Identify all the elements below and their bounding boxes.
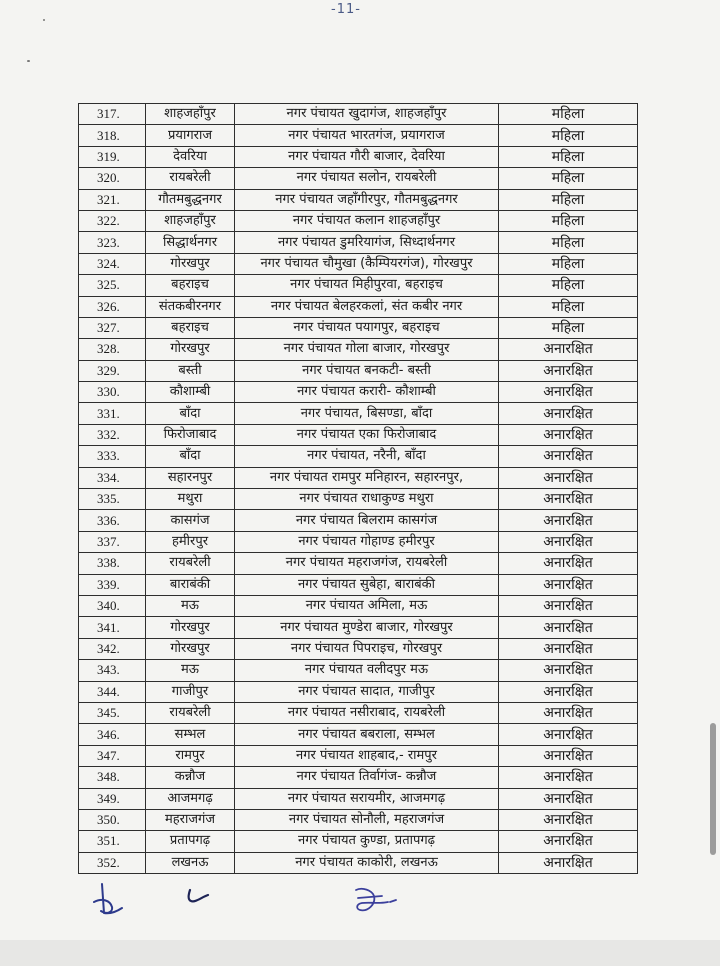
table-row [79, 531, 638, 552]
nagar-panchayat-cell: नगर पंचायत अमिला, मऊ [235, 595, 499, 616]
category-cell: अनारक्षित [499, 702, 638, 723]
table-row [79, 702, 638, 723]
serial-number-cell: 340. [79, 595, 146, 616]
table-row [79, 317, 638, 338]
category-cell: अनारक्षित [499, 852, 638, 873]
table-row [79, 595, 638, 616]
district-cell: शाहजहाँपुर [146, 210, 235, 231]
district-cell: गोरखपुर [146, 253, 235, 274]
nagar-panchayat-cell: नगर पंचायत बनकटी- बस्ती [235, 360, 499, 381]
category-cell: अनारक्षित [499, 339, 638, 360]
serial-number-cell: 333. [79, 446, 146, 467]
table-row [79, 638, 638, 659]
district-cell: लखनऊ [146, 852, 235, 873]
table-row [79, 210, 638, 231]
district-cell: मथुरा [146, 489, 235, 510]
table-row [79, 296, 638, 317]
district-cell: बहराइच [146, 317, 235, 338]
table-row [79, 724, 638, 745]
nagar-panchayat-cell: नगर पंचायत पयागपुर, बहराइच [235, 317, 499, 338]
district-cell: फिरोजाबाद [146, 424, 235, 445]
nagar-panchayat-cell: नगर पंचायत मुण्डेरा बाजार, गोरखपुर [235, 617, 499, 638]
serial-number-cell: 337. [79, 531, 146, 552]
category-cell: अनारक्षित [499, 446, 638, 467]
table-row [79, 189, 638, 210]
table-row [79, 510, 638, 531]
table-row [79, 168, 638, 189]
nagar-panchayat-cell: नगर पंचायत शाहबाद,- रामपुर [235, 745, 499, 766]
district-cell: महराजगंज [146, 809, 235, 830]
table-row [79, 574, 638, 595]
table-row [79, 146, 638, 167]
category-cell: अनारक्षित [499, 510, 638, 531]
signature-left [88, 880, 128, 920]
category-cell: अनारक्षित [499, 745, 638, 766]
category-cell: अनारक्षित [499, 660, 638, 681]
serial-number-cell: 334. [79, 467, 146, 488]
scan-speck [43, 19, 45, 21]
category-cell: अनारक्षित [499, 638, 638, 659]
serial-number-cell: 346. [79, 724, 146, 745]
nagar-panchayat-cell: नगर पंचायत मिहीपुरवा, बहराइच [235, 275, 499, 296]
scrollbar-thumb[interactable] [710, 723, 716, 855]
serial-number-cell: 330. [79, 382, 146, 403]
table-row [79, 104, 638, 125]
table-row [79, 424, 638, 445]
district-cell: बाँदा [146, 446, 235, 467]
category-cell: अनारक्षित [499, 531, 638, 552]
serial-number-cell: 343. [79, 660, 146, 681]
category-cell: महिला [499, 296, 638, 317]
nagar-panchayat-cell: नगर पंचायत बिलराम कासगंज [235, 510, 499, 531]
category-cell: अनारक्षित [499, 831, 638, 852]
district-cell: रामपुर [146, 745, 235, 766]
signature-right [350, 884, 410, 918]
district-cell: शाहजहाँपुर [146, 104, 235, 125]
serial-number-cell: 328. [79, 339, 146, 360]
district-cell: सम्भल [146, 724, 235, 745]
table-row [79, 360, 638, 381]
district-cell: सिद्धार्थनगर [146, 232, 235, 253]
category-cell: अनारक्षित [499, 489, 638, 510]
table-row [79, 553, 638, 574]
table-row [79, 788, 638, 809]
nagar-panchayat-cell: नगर पंचायत राधाकुण्ड मथुरा [235, 489, 499, 510]
nagar-panchayat-cell: नगर पंचायत जहाँगीरपुर, गौतमबुद्धनगर [235, 189, 499, 210]
district-cell: हमीरपुर [146, 531, 235, 552]
category-cell: महिला [499, 168, 638, 189]
table-row [79, 489, 638, 510]
category-cell: अनारक्षित [499, 553, 638, 574]
table-row [79, 745, 638, 766]
table-row [79, 403, 638, 424]
nagar-panchayat-cell: नगर पंचायत भारतगंज, प्रयागराज [235, 125, 499, 146]
table-row [79, 617, 638, 638]
category-cell: अनारक्षित [499, 403, 638, 424]
nagar-panchayat-cell: नगर पंचायत सुबेहा, बाराबंकी [235, 574, 499, 595]
district-cell: गोरखपुर [146, 617, 235, 638]
reservation-table-body [79, 104, 638, 874]
table-row [79, 253, 638, 274]
nagar-panchayat-cell: नगर पंचायत महराजगंज, रायबरेली [235, 553, 499, 574]
serial-number-cell: 341. [79, 617, 146, 638]
category-cell: महिला [499, 210, 638, 231]
district-cell: मऊ [146, 595, 235, 616]
category-cell: महिला [499, 275, 638, 296]
district-cell: कासगंज [146, 510, 235, 531]
nagar-panchayat-cell: नगर पंचायत गोला बाजार, गोरखपुर [235, 339, 499, 360]
district-cell: गौतमबुद्धनगर [146, 189, 235, 210]
category-cell: महिला [499, 317, 638, 338]
serial-number-cell: 317. [79, 104, 146, 125]
district-cell: बस्ती [146, 360, 235, 381]
category-cell: अनारक्षित [499, 382, 638, 403]
table-row [79, 339, 638, 360]
serial-number-cell: 332. [79, 424, 146, 445]
nagar-panchayat-cell: नगर पंचायत रामपुर मनिहारन, सहारनपुर, [235, 467, 499, 488]
serial-number-cell: 322. [79, 210, 146, 231]
serial-number-cell: 327. [79, 317, 146, 338]
district-cell: बहराइच [146, 275, 235, 296]
nagar-panchayat-cell: नगर पंचायत, बिसण्डा, बाँदा [235, 403, 499, 424]
nagar-panchayat-cell: नगर पंचायत खुदागंज, शाहजहाँपुर [235, 104, 499, 125]
category-cell: अनारक्षित [499, 809, 638, 830]
serial-number-cell: 339. [79, 574, 146, 595]
scan-speck [27, 60, 30, 62]
category-cell: अनारक्षित [499, 424, 638, 445]
nagar-panchayat-cell: नगर पंचायत नसीराबाद, रायबरेली [235, 702, 499, 723]
serial-number-cell: 351. [79, 831, 146, 852]
district-cell: गाजीपुर [146, 681, 235, 702]
category-cell: महिला [499, 125, 638, 146]
category-cell: महिला [499, 253, 638, 274]
category-cell: अनारक्षित [499, 467, 638, 488]
nagar-panchayat-cell: नगर पंचायत गौरी बाजार, देवरिया [235, 146, 499, 167]
district-cell: गोरखपुर [146, 339, 235, 360]
district-cell: बाराबंकी [146, 574, 235, 595]
district-cell: कन्नौज [146, 767, 235, 788]
serial-number-cell: 338. [79, 553, 146, 574]
serial-number-cell: 323. [79, 232, 146, 253]
serial-number-cell: 350. [79, 809, 146, 830]
category-cell: अनारक्षित [499, 617, 638, 638]
category-cell: अनारक्षित [499, 574, 638, 595]
serial-number-cell: 336. [79, 510, 146, 531]
serial-number-cell: 352. [79, 852, 146, 873]
serial-number-cell: 342. [79, 638, 146, 659]
table-row [79, 446, 638, 467]
serial-number-cell: 318. [79, 125, 146, 146]
category-cell: अनारक्षित [499, 788, 638, 809]
serial-number-cell: 320. [79, 168, 146, 189]
nagar-panchayat-cell: नगर पंचायत सरायमीर, आजमगढ़ [235, 788, 499, 809]
nagar-panchayat-cell: नगर पंचायत बबराला, सम्भल [235, 724, 499, 745]
category-cell: महिला [499, 104, 638, 125]
reservation-table [78, 103, 638, 874]
table-row [79, 232, 638, 253]
category-cell: अनारक्षित [499, 724, 638, 745]
serial-number-cell: 348. [79, 767, 146, 788]
district-cell: रायबरेली [146, 168, 235, 189]
serial-number-cell: 325. [79, 275, 146, 296]
category-cell: महिला [499, 189, 638, 210]
district-cell: आजमगढ़ [146, 788, 235, 809]
nagar-panchayat-cell: नगर पंचायत कुण्डा, प्रतापगढ़ [235, 831, 499, 852]
serial-number-cell: 344. [79, 681, 146, 702]
nagar-panchayat-cell: नगर पंचायत वलीदपुर मऊ [235, 660, 499, 681]
serial-number-cell: 324. [79, 253, 146, 274]
table-row [79, 831, 638, 852]
table-row [79, 125, 638, 146]
serial-number-cell: 319. [79, 146, 146, 167]
nagar-panchayat-cell: नगर पंचायत गोहाण्ड हमीरपुर [235, 531, 499, 552]
nagar-panchayat-cell: नगर पंचायत बेलहरकलां, संत कबीर नगर [235, 296, 499, 317]
page-number: -11- [331, 2, 361, 17]
category-cell: अनारक्षित [499, 681, 638, 702]
serial-number-cell: 347. [79, 745, 146, 766]
serial-number-cell: 331. [79, 403, 146, 424]
category-cell: अनारक्षित [499, 595, 638, 616]
table-row [79, 467, 638, 488]
serial-number-cell: 321. [79, 189, 146, 210]
table-row [79, 681, 638, 702]
serial-number-cell: 335. [79, 489, 146, 510]
nagar-panchayat-cell: नगर पंचायत पिपराइच, गोरखपुर [235, 638, 499, 659]
district-cell: कौशाम्बी [146, 382, 235, 403]
serial-number-cell: 349. [79, 788, 146, 809]
district-cell: सहारनपुर [146, 467, 235, 488]
category-cell: महिला [499, 232, 638, 253]
district-cell: रायबरेली [146, 702, 235, 723]
district-cell: संतकबीरनगर [146, 296, 235, 317]
nagar-panchayat-cell: नगर पंचायत डुमरियागंज, सिध्दार्थनगर [235, 232, 499, 253]
district-cell: प्रयागराज [146, 125, 235, 146]
nagar-panchayat-cell: नगर पंचायत करारी- कौशाम्बी [235, 382, 499, 403]
nagar-panchayat-cell: नगर पंचायत काकोरी, लखनऊ [235, 852, 499, 873]
table-row [79, 660, 638, 681]
category-cell: अनारक्षित [499, 767, 638, 788]
district-cell: प्रतापगढ़ [146, 831, 235, 852]
serial-number-cell: 326. [79, 296, 146, 317]
district-cell: रायबरेली [146, 553, 235, 574]
table-row [79, 767, 638, 788]
nagar-panchayat-cell: नगर पंचायत चौमुखा (कैम्पियरगंज), गोरखपुर [235, 253, 499, 274]
nagar-panchayat-cell: नगर पंचायत, नरैनी, बाँदा [235, 446, 499, 467]
table-row [79, 809, 638, 830]
table-row [79, 275, 638, 296]
serial-number-cell: 345. [79, 702, 146, 723]
district-cell: गोरखपुर [146, 638, 235, 659]
category-cell: अनारक्षित [499, 360, 638, 381]
nagar-panchayat-cell: नगर पंचायत कलान शाहजहाँपुर [235, 210, 499, 231]
table-row [79, 852, 638, 873]
serial-number-cell: 329. [79, 360, 146, 381]
district-cell: देवरिया [146, 146, 235, 167]
category-cell: महिला [499, 146, 638, 167]
signature-middle [182, 886, 216, 908]
district-cell: बाँदा [146, 403, 235, 424]
nagar-panchayat-cell: नगर पंचायत सोनौली, महराजगंज [235, 809, 499, 830]
nagar-panchayat-cell: नगर पंचायत सादात, गाजीपुर [235, 681, 499, 702]
nagar-panchayat-cell: नगर पंचायत सलोन, रायबरेली [235, 168, 499, 189]
nagar-panchayat-cell: नगर पंचायत तिर्वागंज- कन्नौज [235, 767, 499, 788]
district-cell: मऊ [146, 660, 235, 681]
table-row [79, 382, 638, 403]
page-bottom-edge [0, 940, 720, 966]
nagar-panchayat-cell: नगर पंचायत एका फिरोजाबाद [235, 424, 499, 445]
